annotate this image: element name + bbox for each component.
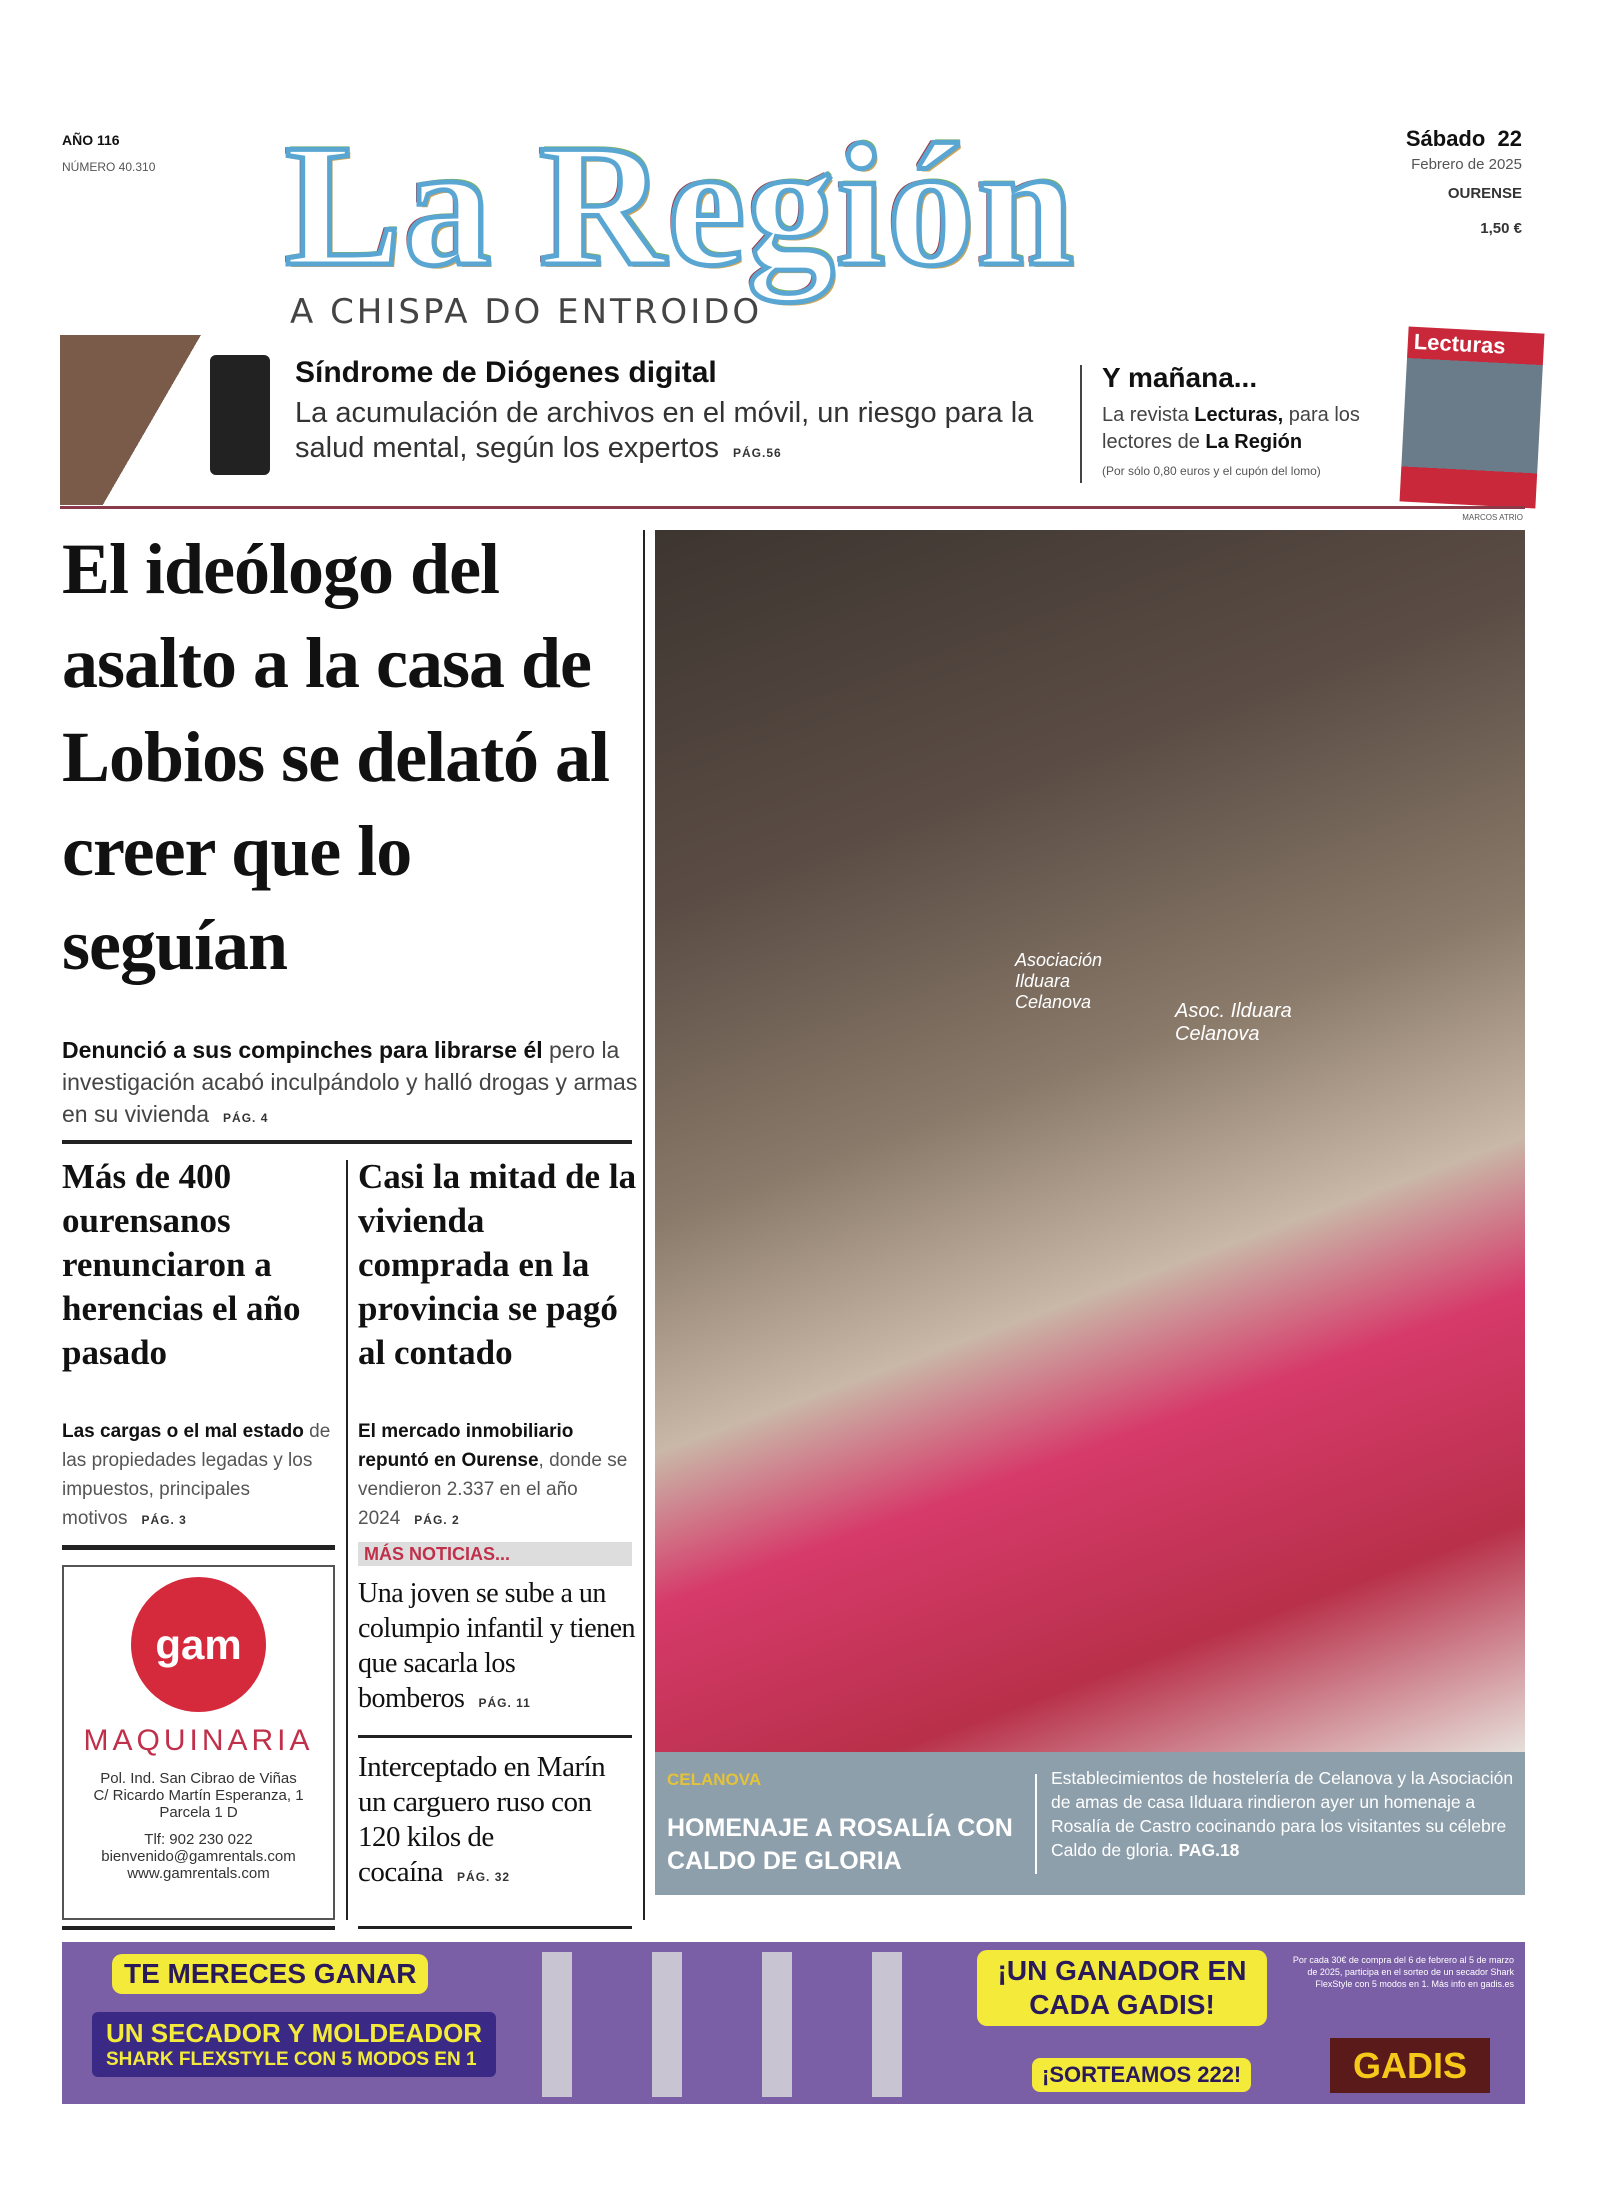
sl-rest: de las propiedades legadas y los impuestos, principales motivos [62,1421,331,1529]
main-rule [62,1140,632,1144]
newspaper-logo[interactable]: La Región [285,108,1076,302]
more-item-1-headline: Una joven se sube a un columpio infantil y tienen que sacarla los bomberos [358,1578,636,1714]
photo-column-divider [643,530,645,1920]
gadis-ad[interactable] [62,1942,1525,2104]
gadis-logo: GADIS [1330,2038,1490,2093]
teaser-divider [1080,365,1082,483]
gam-addr1: Pol. Ind. San Cibrao de Viñas [100,1770,297,1787]
caption-text-body: Establecimientos de hostelería de Celanova y la Asociación de amas de casa Ilduara rindieron ayer un homenaje a Rosalía de Castro cocinando para los visitantes su célebre Caldo de gloria. [1051,1768,1514,1860]
gam-logo: gam [131,1577,266,1712]
date-month: Febrero de 2025 [1411,156,1522,173]
main-story [62,522,642,1134]
gadis-l1: TE MERECES GANAR [112,1954,428,1994]
sl-bold: Las cargas o el mal estado [62,1421,304,1442]
main-sub-bold: Denunció a sus compinches para librarse él [62,1037,543,1063]
edition-city: OURENSE [1447,185,1522,202]
story-mid-headline[interactable]: Casi la mitad de la vivienda comprada en la provincia se pagó al contado [358,1157,637,1372]
issue-number: NÚMERO 40.310 [62,160,156,174]
story-left-page: PÁG. 3 [141,1513,187,1527]
more-news [358,1542,638,1895]
gam-email[interactable]: bienvenido@gamrentals.com [101,1848,296,1865]
story-mid-page: PÁG. 2 [414,1513,460,1527]
logo-tagline: A CHISPA DO ENTROIDO [290,292,763,332]
main-page: PÁG. 4 [223,1111,269,1125]
gadis-r1: ¡UN GANADOR EN CADA GADIS! [977,1950,1267,2026]
story-left-summary [62,1417,337,1535]
gadis-l2: UN SECADOR Y MOLDEADOR [106,2018,483,2048]
story-left [62,1155,337,1535]
tomorrow-box[interactable] [1102,362,1394,478]
gadis-l2-box [92,2012,496,2077]
story-left-headline[interactable]: Más de 400 ourensanos renunciaron a herencias el año pasado [62,1157,301,1372]
price: 1,50 € [1480,220,1522,237]
top-rule [60,506,1525,509]
gam-addr2: C/ Ricardo Martín Esperanza, 1 [93,1787,304,1804]
more-item-2-headline: Interceptado en Marín un carguero ruso con 120 kilos de cocaína [358,1751,606,1888]
gam-addr3: Parcela 1 D [159,1804,238,1821]
photo-caption [655,1752,1525,1895]
main-headline[interactable]: El ideólogo del asalto a la casa de Lobios se delató al creer que lo seguían [62,529,610,985]
teaser-page: PÁG.56 [732,446,782,460]
gadis-l3: SHARK FLEXSTYLE CON 5 MODOS EN 1 [106,2049,477,2070]
tomorrow-text [1102,402,1394,456]
sm-rest: , donde se vendieron 2.337 en el año 2024 [358,1450,628,1529]
sm-bold: El mercado inmobiliario repuntó en Ourense [358,1421,574,1471]
t-pre: La revista [1102,404,1195,426]
date-day: Sábado 22 [1405,126,1522,151]
t-b2: La Región [1205,431,1303,453]
shirt-text-1: Asociación Ilduara Celanova [1015,950,1103,1012]
gadis-r2: ¡SORTEAMOS 222! [1032,2058,1251,2092]
teaser-title: Síndrome de Diógenes digital [295,356,717,389]
more-item-2-page: PÁG. 32 [457,1870,511,1884]
shirt-text-2: Asoc. Ilduara Celanova [1175,1000,1292,1045]
gam-web[interactable]: www.gamrentals.com [127,1865,270,1882]
left-rule [62,1545,335,1550]
magazine-title: Lecturas [1413,328,1507,359]
story-mid-summary [358,1417,638,1535]
caption-kicker: CELANOVA [667,1770,762,1789]
mas-noticias-label: MÁS NOTICIAS... [358,1542,632,1566]
teaser[interactable] [295,356,1065,471]
year: AÑO 116 [62,132,120,148]
tomorrow-note: (Por sólo 0,80 euros y el cupón del lomo) [1102,464,1321,478]
caption-text [1051,1766,1519,1862]
main-sub-rest: pero la investigación acabó inculpándolo y halló drogas y armas en su vivienda [62,1037,638,1127]
column-divider [346,1160,348,1920]
t-mid: para los lectores de [1102,404,1360,453]
teaser-image [60,335,275,505]
gam-ad[interactable] [62,1565,335,1920]
mid-bottom-rule [358,1926,632,1929]
t-b1: Lecturas, [1194,404,1284,426]
story-mid [358,1155,638,1535]
gam-phone: Tlf: 902 230 022 [144,1831,253,1848]
more-item-1-page: PÁG. 11 [478,1696,531,1710]
gam-title: MAQUINARIA [83,1724,314,1757]
left-bottom-rule [62,1926,335,1930]
more-item-2[interactable] [358,1750,638,1895]
more-item-1[interactable] [358,1576,638,1721]
product-image [502,1952,962,2097]
teaser-text: La acumulación de archivos en el móvil, un riesgo para la salud mental, según los expertos [295,397,1034,464]
magazine-cover [1400,327,1545,509]
tomorrow-title: Y mañana... [1102,362,1258,393]
gadis-fine-print: Por cada 30€ de compra del 6 de febrero al 5 de marzo de 2025, participa en el sorteo de un secador Shark FlexStyle con 5 modos en 1. Más info en gadis.es [1292,1955,1514,1989]
main-summary [62,1034,642,1134]
photo-credit: MARCOS ATRIO [1462,513,1523,522]
main-photo[interactable] [655,530,1525,1752]
teaser-text-block [295,396,1065,471]
caption-page: PAG.18 [1178,1840,1240,1860]
caption-title: HOMENAJE A ROSALÍA CON CALDO DE GLORIA [667,1814,1013,1875]
more-rule [358,1735,632,1738]
